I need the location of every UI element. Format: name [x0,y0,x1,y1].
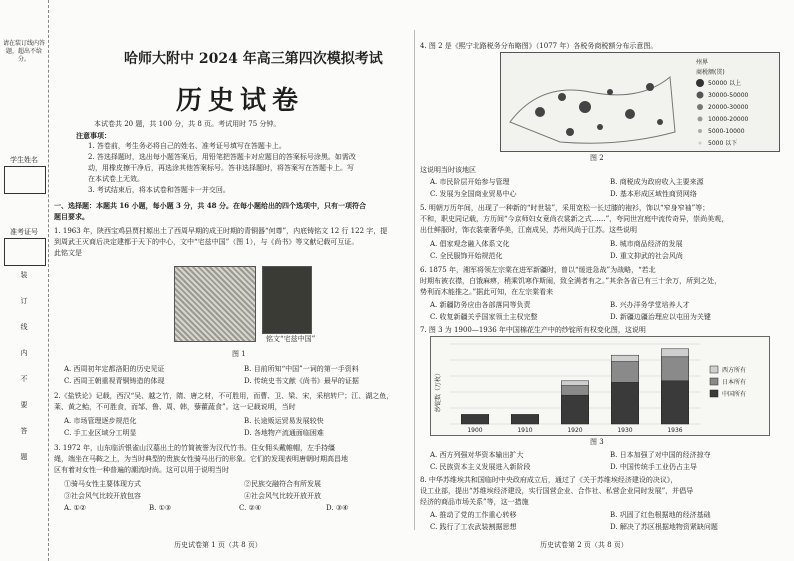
page-divider [414,30,415,530]
bar-segment [461,414,489,424]
section-heading: 一、选择题：本题共 16 小题，每小题 3 分，共 48 分。在每小题给出的四个选项中，只有一项符合 [54,201,366,210]
note-line: 在本试卷上无效。 [88,175,144,183]
q8-text: 8. 中华苏维埃共和国临时中央政府成立后，通过了《关于苏维埃经济建设的决议》， [420,476,678,484]
fig1-inscription-detail [262,266,312,334]
q5-option-c[interactable]: C. 全民服饰开始规范化 [430,252,503,260]
legend-swatch [710,378,718,385]
fig1-label: 图 1 [232,350,246,358]
page-2 [420,0,788,561]
q2-text: 2.《盐铁论》记载，西汉“吴、越之竹，隋、唐之材，不可胜用，而曹、卫、梁、宋，采棺转尸；江、湖之鱼， [54,392,394,400]
q3-option-c[interactable]: C. ②④ [239,504,262,512]
q2-option-b[interactable]: B. 长途贩运贸易发展较快 [244,417,324,425]
q3-text: 3. 1972 年，山东临沂银雀山汉墓出土的竹简被誉为汉代竹书。住女佣头戴帷帽，左手持缰 [54,444,335,452]
chart-legend [710,366,746,398]
bar-segment [611,355,639,361]
q4-stem: 这说明当时该地区 [420,166,476,174]
x-tick-label: 1900 [467,427,483,434]
x-tick-label: 1936 [667,427,683,434]
q2-option-d[interactable]: D. 各地物产流通面临困难 [244,429,324,437]
exam-no-label: 准考证号 [10,228,38,236]
legend-swatch [710,366,718,373]
chart-y-label: 纱锭数（万枚） [435,369,442,413]
intro-text: 本试卷共 20 题，共 100 分，共 8 页。考试用时 75 分钟。 [94,120,281,128]
bar-segment [661,357,689,381]
svg-text:5000-10000: 5000-10000 [708,128,745,135]
binding-note: 请在装订线内答题，超出不给分。 [3,40,46,63]
q7-option-d[interactable]: D. 中国传统手工业仍占主导 [610,463,697,471]
binding-line-text: 装 订 线 内 不 要 答 题 [20,271,28,461]
q6-text: 时期布被衣襟，白饿麻痹，稍乘饥寒作斯闹，致全满者有之。”其余各省已有三十余万，所到之处， [420,277,722,285]
q8-text: 经济的商品市场关系”等，这一措施 [420,498,529,506]
q3-text: 区有着对女性一种普遍的潮流时尚。这可以用于说明当时 [54,466,229,474]
q4-option-c[interactable]: C. 发展为全国商业贸易中心 [430,190,517,198]
q8-option-c[interactable]: C. 践行了工农武装割据思想 [430,523,517,531]
svg-text:30000-50000: 30000-50000 [708,92,749,99]
q3-item-3: ③社会风气比较开放包容 [64,492,141,500]
q4-option-a[interactable]: A. 市民阶层开始参与管理 [430,178,510,186]
q1-text: 1. 1963 年，陕西宝鸡县贾村塬出土了西周早期的成王时期的青铜器“何尊”，内底铸铭文 12 行 122 字，提 [54,227,388,235]
q7-option-a[interactable]: A. 西方列强对华资本输出扩大 [430,451,524,459]
fig1-caption: 铭文“宅兹中国” [266,335,316,343]
bar-segment [561,386,589,396]
page-footer: 历史试卷第 1 页（共 8 页） [174,541,262,549]
q3-item-4: ④社会风气比较开放开放 [244,492,321,500]
student-name-label: 学生姓名 [10,156,38,164]
q5-option-a[interactable]: A. 倡家观念融入体系文化 [430,240,510,248]
school-title: 哈师大附中 2024 年高三第四次模拟考试 [124,51,383,67]
fig2-label: 图 2 [590,154,604,162]
q3-item-1: ①骑马女性主要体现方式 [64,480,141,488]
q7-text: 7. 图 3 为 1900—1936 年中国棉花生产中的纱锭所有权变化图，这说明 [420,326,646,334]
q6-option-c[interactable]: C. 收复新疆关乎国家领土主权完整 [430,313,538,321]
fig3-label: 图 3 [590,438,604,446]
legend-label: 中国所有 [722,391,747,398]
q5-option-b[interactable]: B. 城市商品经济的发展 [610,240,683,248]
note-line: 动，用橡皮擦干净后，再选涂其他答案标号。答非选择题时，将答案写在答题卡上。写 [88,164,354,172]
legend-label: 西方所有 [722,367,747,374]
bar-segment [511,414,539,424]
section-heading-cont: 题目要求。 [54,212,89,221]
q8-text: 设工业部，提出“苏维埃经济建设，实行国营企业、合作社、私营企业同时发展”，并倡导 [420,487,694,495]
fig3-spindle-chart [430,336,770,436]
q2-option-a[interactable]: A. 市场管理逐步规范化 [64,417,137,425]
svg-text:商税额(贯): 商税额(贯) [696,69,725,76]
note-line: 3. 考试结束后，将本试卷和答题卡一并交回。 [88,186,230,194]
note-line: 2. 答选择题时，选出每小题答案后，用铅笔把答题卡对应题目的答案标号涂黑。如需改 [88,153,356,161]
bar-segment [611,382,639,424]
q5-text: 出仕鲜服时，饰衣装豪奢华美，江南成吴，苏州风尚于江苏。这些说明 [420,226,637,234]
q6-option-a[interactable]: A. 新疆防务应由各部落同等负责 [430,301,531,309]
bar-segment [561,381,589,386]
q3-option-b[interactable]: B. ①③ [149,504,172,512]
x-tick-label: 1920 [567,427,583,434]
note-line: 1. 答卷前，考生务必将自己的姓名、准考证号填写在答题卡上。 [88,142,286,150]
q3-item-2: ②民族交融符合有所发展 [244,480,321,488]
q6-text: 势利而木能推之。”据此可知，在左宗棠看来 [420,288,554,296]
svg-text:州界: 州界 [696,59,709,66]
page-1 [54,0,410,561]
bar-segment [661,349,689,357]
bar-segment [661,381,689,424]
q4-text: 4. 图 2 是《熙宁北路税务分布略图》（1077 年）各税务商税额分布示意图。 [420,42,658,50]
q1-option-b[interactable]: B. 目前所知“中国”一词的第一手资料 [244,365,359,373]
svg-text:10000-20000: 10000-20000 [708,116,749,123]
q6-option-b[interactable]: B. 兴办洋务学堂培养人才 [610,301,690,309]
q2-option-c[interactable]: C. 手工业区域分工明显 [64,429,137,437]
q6-option-d[interactable]: D. 新疆边疆治理应以屯田为关键 [610,313,711,321]
q7-option-c[interactable]: C. 民族资本主义发展进入新阶段 [430,463,531,471]
subject-title: 历史试卷 [176,86,305,116]
binding-strip [0,0,49,561]
svg-text:5000 以下: 5000 以下 [708,140,738,147]
legend-label: 日本所有 [722,379,747,386]
q5-text: 5. 明朝万历年间，出现了一种新的“时世装”，采用宽松一长过膝的袍衫，饰以“窄身窄袖”等； [420,204,710,212]
bar-segment [611,362,639,383]
q8-option-b[interactable]: B. 巩固了红色根据地的经济基础 [610,511,711,519]
fig1-inscription-rubbing [174,266,256,342]
q3-text: 绳，端坐在马鞍之上，为当时典型的贵族女性骑马出行的形象。它们的发现表明唐朝时期高昌地 [54,455,348,463]
q4-option-b[interactable]: B. 商税成为政府收入主要来源 [610,178,704,186]
svg-text:20000-30000: 20000-30000 [708,104,749,111]
q1-text: 到周武王灭商后决定建都于天下的中心，文中“宅兹中国”（图 1），与《尚书》等文献记载可互证。 [54,238,359,246]
x-tick-label: 1910 [517,427,533,434]
bar-segment [561,395,589,424]
q8-option-d[interactable]: D. 解决了苏区根据地物资紧缺问题 [610,523,718,531]
q1-option-a[interactable]: A. 西周初年定都洛阳的历史见证 [64,365,165,373]
q1-text: 此铭文是 [54,249,82,257]
page-footer: 历史试卷第 2 页（共 8 页） [540,541,628,549]
q3-option-d[interactable]: D. ③④ [326,504,349,512]
svg-text:50000 以上: 50000 以上 [708,80,741,87]
q5-text: 不和，职史同记载，方历间“今京师妇女竟尚衣裳新之式……”，夸同世宫庭中流传奇异，崇尚美观， [420,215,729,223]
legend-swatch [710,390,718,397]
q5-option-d[interactable]: D. 重文抑武的社会风尚 [610,252,683,260]
notes-heading: 注意事项： [76,131,111,140]
x-tick-label: 1930 [617,427,633,434]
q2-text: 莱、黄之鲐，不可胜食，而邹、鲁、周、韩，藜藿蔬食”。这一记载说明，当时 [54,403,296,411]
q1-option-c[interactable]: C. 西周王朝重视青铜铸造的体现 [64,377,165,385]
q3-option-a[interactable]: A. ①② [64,504,87,512]
student-name-box[interactable] [4,166,46,194]
q7-option-b[interactable]: B. 日本加强了对中国的经济掠夺 [610,451,711,459]
q8-option-a[interactable]: A. 推动了党的工作重心转移 [430,511,517,519]
q6-text: 6. 1875 年，湘军将领左宗棠在进军新疆时，曾以“缓进急战”为战略，“若北 [420,266,656,274]
q4-option-d[interactable]: D. 基本形成区域性商贸网络 [610,190,697,198]
fig2-tax-map [500,52,780,152]
q1-option-d[interactable]: D. 传统史书文献《尚书》最早的证据 [244,377,359,385]
